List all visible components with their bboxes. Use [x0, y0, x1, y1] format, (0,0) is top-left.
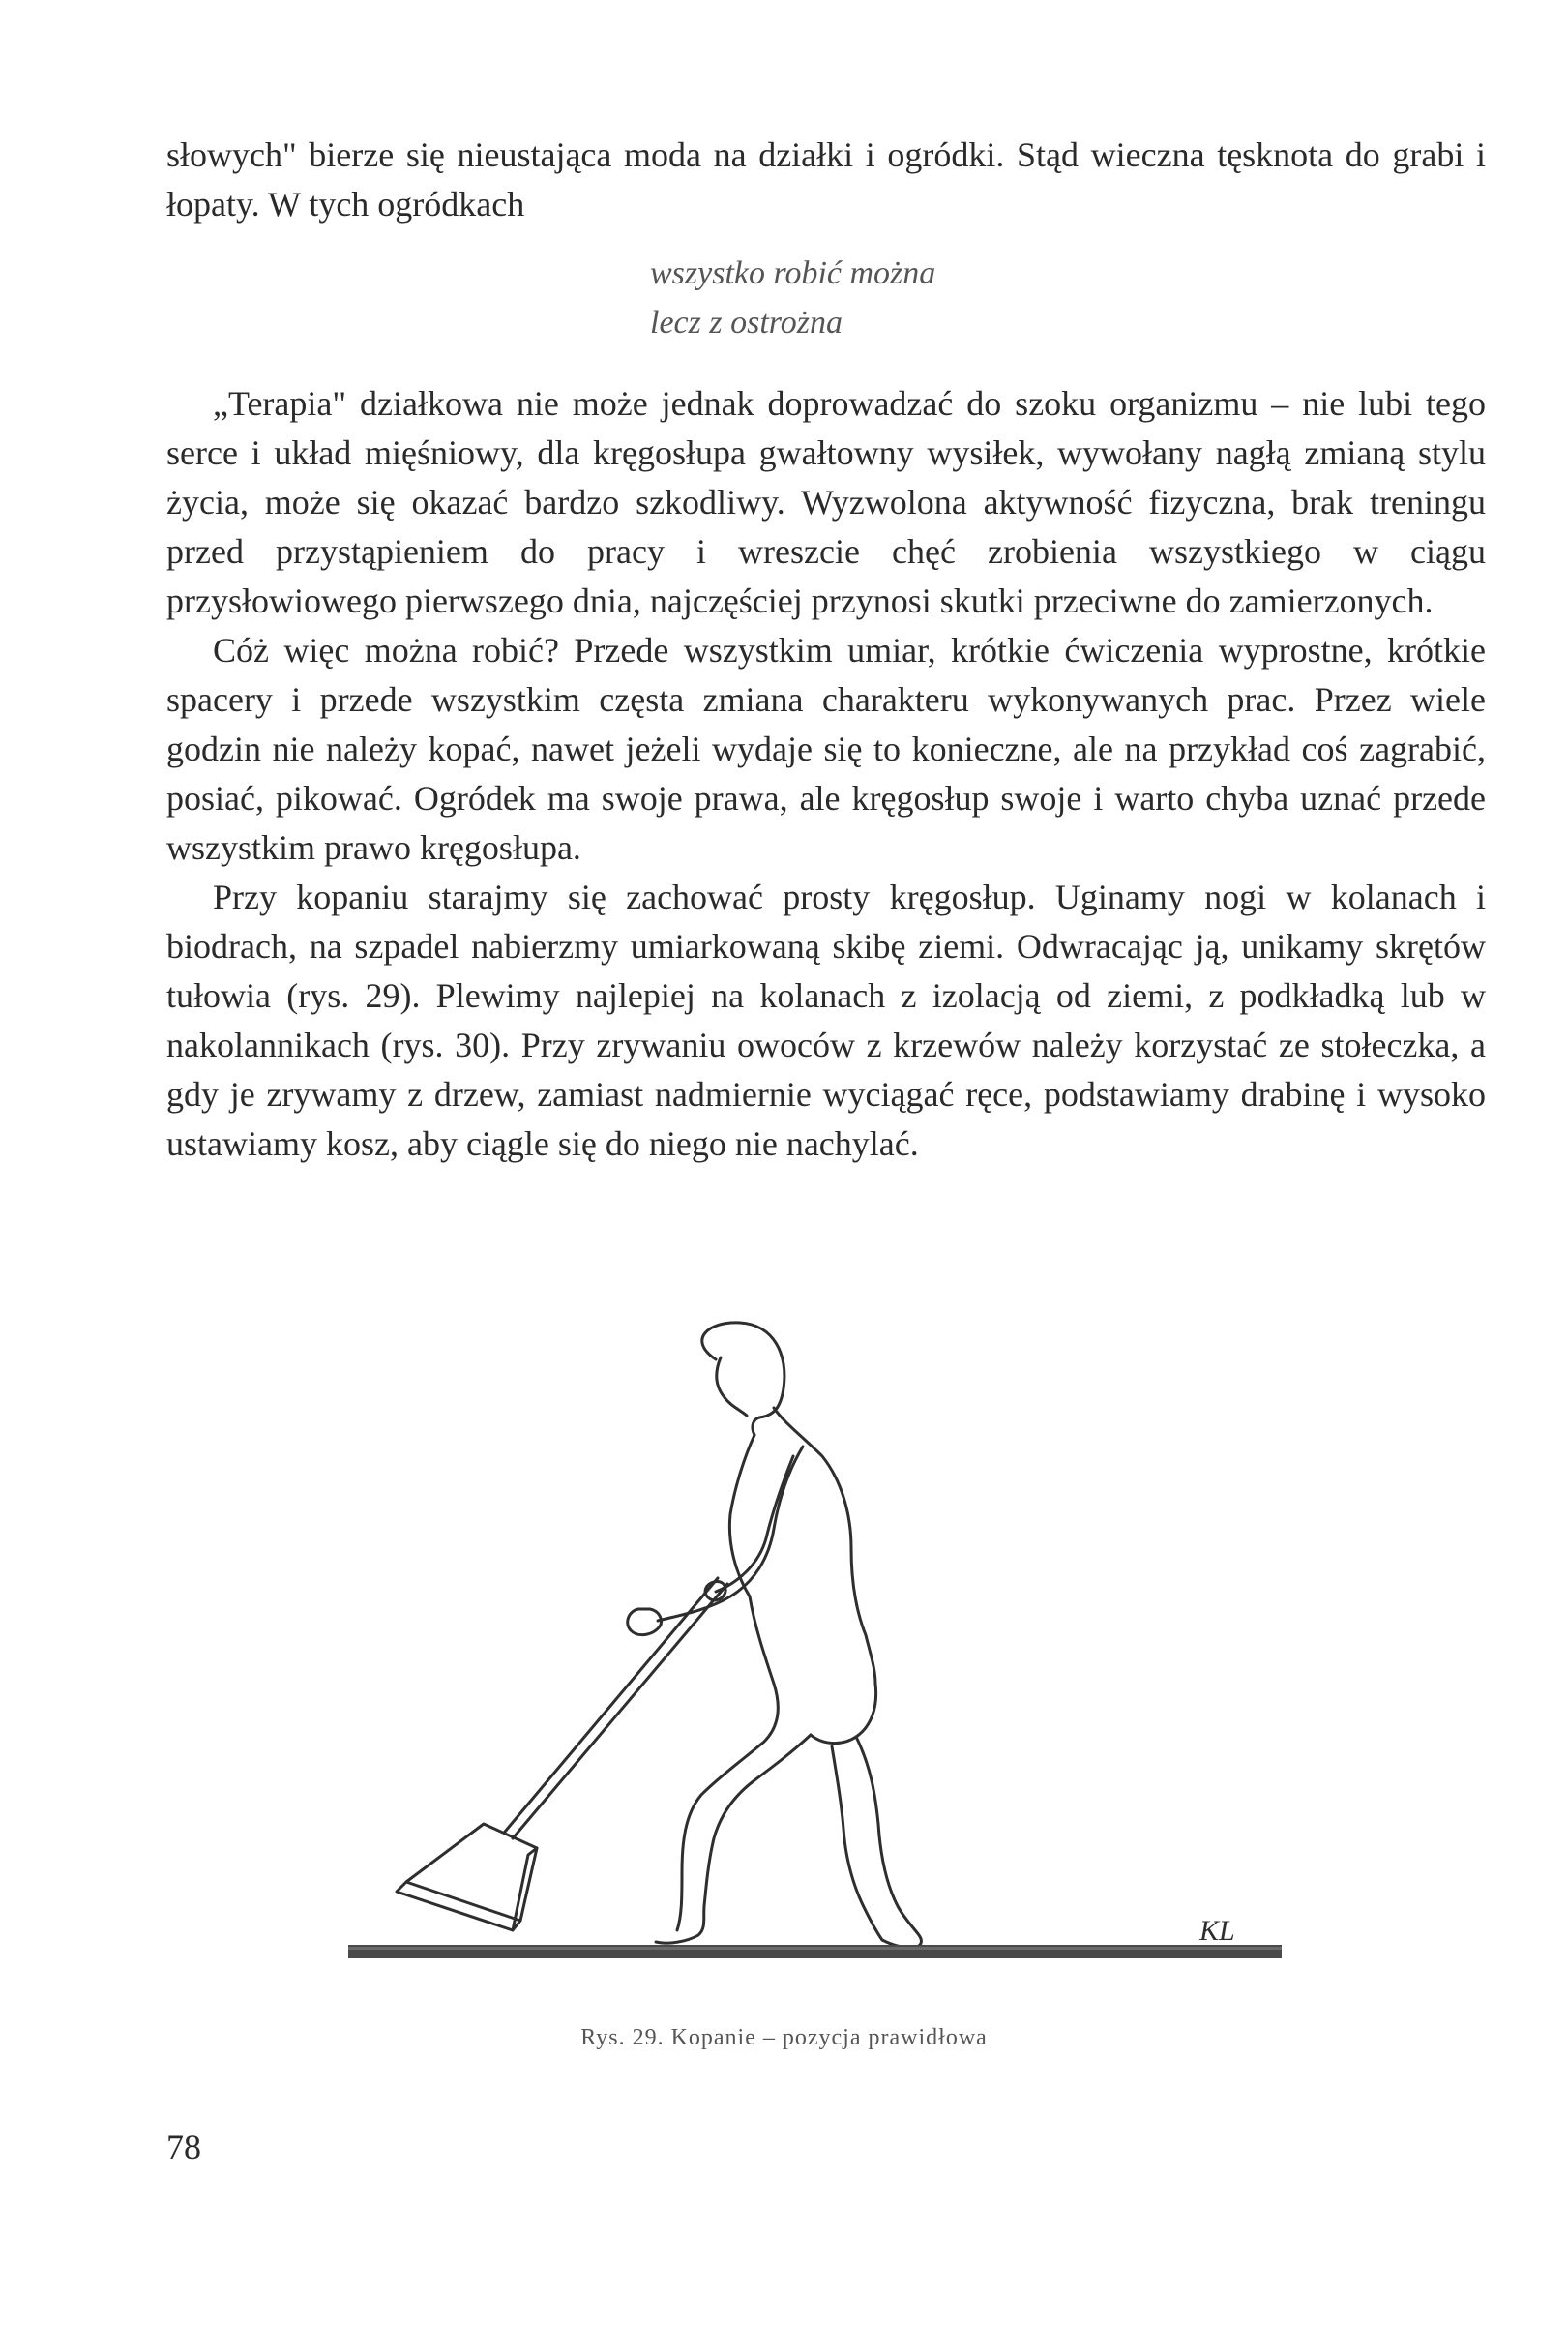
- figure-caption: Rys. 29. Kopanie – pozycja prawidłowa: [580, 2025, 988, 2050]
- figure-hip: [811, 1684, 876, 1744]
- spade-handle: [513, 1584, 727, 1838]
- artist-signature: [1198, 1915, 1235, 1947]
- digging-figure-drawing: [348, 1301, 1296, 2017]
- figure-back: [774, 1408, 875, 1684]
- figure-chest: [729, 1435, 754, 1596]
- page-number: 78: [166, 2128, 201, 2166]
- figure-digging-illustration: [348, 1301, 1296, 2017]
- figure-face: [717, 1357, 747, 1416]
- figure-back-leg: [856, 1737, 921, 1948]
- body-text: [166, 379, 1486, 1169]
- svg-text:KL: KL: [1199, 1915, 1235, 1947]
- paragraph-1-text: słowych" bierze się nieustająca moda na działki i ogródki. Stąd wieczna tęsknota do grabi i łopaty. W tych ogródkach: [166, 135, 1486, 224]
- paragraph-2: „Terapia" działkowa nie może jednak doprowadzać do szoku organizmu – nie lubi tego serce i układ mięśniowy, dla kręgosłupa gwałtowny wysiłek, wywołany nagłą zmianą stylu życia, może się okazać bardzo szkodliwy. Wyzwolona aktywność fizyczna, brak treningu przed przystąpieniem do pracy i wreszcie chęć zrobienia wszystkiego w ciągu przysłowiowego pierwszego dnia, najczęściej przynosi skutki przeciwne do zamierzonych.: [166, 384, 1486, 620]
- paragraph-4: Przy kopaniu starajmy się zachować prosty kręgosłup. Uginamy nogi w kolanach i biodrach, na szpadel nabierzmy umiarkowaną skibę ziemi. Odwracając ją, unikamy skrętów tułowia (rys. 29). Plewimy najlepiej na kolanach z izolacją od ziemi, z podkładką lub w nakolannikach (rys. 30). Przy zrywaniu owoców z krzewów należy korzystać ze stołeczka, a gdy je zrywamy z drzew, zamiast nadmiernie wyciągać ręce, podstawiamy drabinę i wysoko ustawiamy kosz, aby ciągle się do niego nie nachylać.: [166, 878, 1486, 1163]
- verse-line-2: lecz z ostrożna: [650, 305, 843, 341]
- verse-line-1: wszystko robić można: [650, 255, 936, 291]
- paragraph-1: [166, 131, 1486, 229]
- figure-head: [702, 1323, 784, 1435]
- paragraph-3: Cóż więc można robić? Przede wszystkim umiar, krótkie ćwiczenia wyprostne, krótkie spacery i przede wszystkim częsta zmiana charakteru wykonywanych prac. Przez wiele godzin nie należy kopać, nawet jeżeli wydaje się to konieczne, ale na przykład coś zagrabić, posiać, pikować. Ogródek ma swoje prawa, ale kręgosłup swoje i warto chyba uznać przede wszystkim prawo kręgosłupa.: [166, 631, 1486, 867]
- verse: [650, 249, 935, 347]
- figure-lower-hand: [628, 1609, 662, 1635]
